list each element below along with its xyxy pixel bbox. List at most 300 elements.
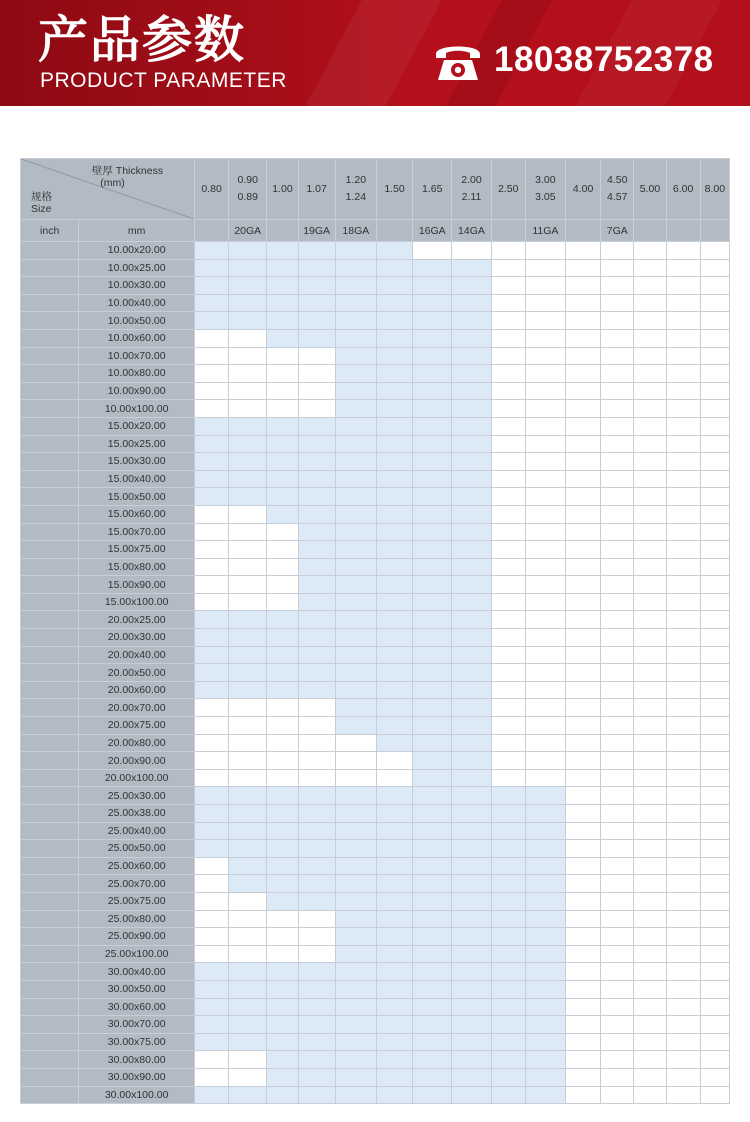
inch-cell <box>21 417 79 435</box>
available-cell <box>452 505 491 523</box>
unavailable-cell <box>700 1016 729 1034</box>
unavailable-cell <box>666 294 700 312</box>
phone-number[interactable]: 18038752378 <box>494 40 714 79</box>
unavailable-cell <box>634 277 666 295</box>
available-cell <box>413 857 452 875</box>
available-cell <box>413 822 452 840</box>
unavailable-cell <box>666 312 700 330</box>
unavailable-cell <box>194 505 228 523</box>
size-mm-cell: 10.00x40.00 <box>79 294 195 312</box>
unavailable-cell <box>634 875 666 893</box>
unavailable-cell <box>634 646 666 664</box>
unavailable-cell <box>566 1033 601 1051</box>
size-mm-cell: 20.00x70.00 <box>79 699 195 717</box>
unavailable-cell <box>666 242 700 260</box>
unavailable-cell <box>525 629 565 647</box>
unavailable-cell <box>194 1051 228 1069</box>
unavailable-cell <box>566 242 601 260</box>
unavailable-cell <box>666 805 700 823</box>
page-title-en: PRODUCT PARAMETER <box>40 69 287 92</box>
available-cell <box>229 242 267 260</box>
table-row <box>21 541 730 559</box>
unavailable-cell <box>229 1068 267 1086</box>
available-cell <box>376 558 412 576</box>
unavailable-cell <box>666 699 700 717</box>
unavailable-cell <box>194 558 228 576</box>
available-cell <box>335 699 376 717</box>
thickness-value: 1.07 <box>306 182 327 195</box>
unavailable-cell <box>566 998 601 1016</box>
available-cell <box>267 435 298 453</box>
available-cell <box>452 558 491 576</box>
available-cell <box>335 277 376 295</box>
unavailable-cell <box>267 365 298 383</box>
available-cell <box>452 329 491 347</box>
thickness-unit: (mm) <box>100 177 125 189</box>
unavailable-cell <box>601 875 634 893</box>
unavailable-cell <box>634 488 666 506</box>
available-cell <box>376 329 412 347</box>
table-row <box>21 629 730 647</box>
available-cell <box>452 259 491 277</box>
unavailable-cell <box>634 382 666 400</box>
available-cell <box>525 980 565 998</box>
unavailable-cell <box>666 734 700 752</box>
unavailable-cell <box>700 892 729 910</box>
table-row <box>21 681 730 699</box>
gauge-cell: 11GA <box>525 220 565 242</box>
thickness-col-header <box>267 159 298 220</box>
unavailable-cell <box>491 488 525 506</box>
available-cell <box>413 629 452 647</box>
unavailable-cell <box>700 435 729 453</box>
unavailable-cell <box>525 294 565 312</box>
available-cell <box>194 664 228 682</box>
unavailable-cell <box>566 1016 601 1034</box>
unavailable-cell <box>700 752 729 770</box>
unavailable-cell <box>525 277 565 295</box>
unavailable-cell <box>267 576 298 594</box>
available-cell <box>267 505 298 523</box>
available-cell <box>229 998 267 1016</box>
table-row <box>21 329 730 347</box>
available-cell <box>335 928 376 946</box>
unavailable-cell <box>601 857 634 875</box>
available-cell <box>452 892 491 910</box>
size-mm-cell: 20.00x75.00 <box>79 717 195 735</box>
available-cell <box>491 875 525 893</box>
unavailable-cell <box>194 576 228 594</box>
thickness-header-row <box>21 159 730 220</box>
size-mm-cell: 20.00x90.00 <box>79 752 195 770</box>
available-cell <box>413 1086 452 1104</box>
unavailable-cell <box>525 329 565 347</box>
unavailable-cell <box>194 717 228 735</box>
thickness-value: 2.00 <box>461 174 482 186</box>
available-cell <box>298 840 335 858</box>
unavailable-cell <box>700 840 729 858</box>
unavailable-cell <box>229 400 267 418</box>
thickness-col-header <box>666 159 700 220</box>
available-cell <box>335 505 376 523</box>
unavailable-cell <box>700 505 729 523</box>
table-row <box>21 576 730 594</box>
unavailable-cell <box>634 1033 666 1051</box>
size-mm-cell: 10.00x70.00 <box>79 347 195 365</box>
unavailable-cell <box>491 470 525 488</box>
size-mm-cell: 25.00x100.00 <box>79 945 195 963</box>
available-cell <box>335 365 376 383</box>
unavailable-cell <box>491 523 525 541</box>
available-cell <box>376 382 412 400</box>
available-cell <box>525 805 565 823</box>
unavailable-cell <box>229 329 267 347</box>
available-cell <box>525 787 565 805</box>
corner-header-cell <box>21 159 195 220</box>
gauge-cell <box>566 220 601 242</box>
available-cell <box>229 646 267 664</box>
available-cell <box>229 611 267 629</box>
available-cell <box>335 717 376 735</box>
available-cell <box>491 892 525 910</box>
thickness-col-header <box>229 159 267 220</box>
available-cell <box>335 558 376 576</box>
unavailable-cell <box>229 752 267 770</box>
thickness-col-header <box>634 159 666 220</box>
unavailable-cell <box>194 892 228 910</box>
size-mm-cell: 15.00x30.00 <box>79 453 195 471</box>
available-cell <box>229 664 267 682</box>
gauge-cell: 18GA <box>335 220 376 242</box>
size-mm-cell: 20.00x25.00 <box>79 611 195 629</box>
unavailable-cell <box>601 980 634 998</box>
table-row <box>21 892 730 910</box>
available-cell <box>452 769 491 787</box>
unavailable-cell <box>525 347 565 365</box>
unavailable-cell <box>491 717 525 735</box>
unavailable-cell <box>566 1086 601 1104</box>
available-cell <box>525 1051 565 1069</box>
available-cell <box>452 857 491 875</box>
table-row <box>21 998 730 1016</box>
unavailable-cell <box>700 259 729 277</box>
unavailable-cell <box>601 681 634 699</box>
gauge-cell: 19GA <box>298 220 335 242</box>
unavailable-cell <box>634 629 666 647</box>
table-row <box>21 593 730 611</box>
available-cell <box>335 822 376 840</box>
unavailable-cell <box>413 242 452 260</box>
size-mm-cell: 25.00x90.00 <box>79 928 195 946</box>
available-cell <box>491 1068 525 1086</box>
available-cell <box>335 805 376 823</box>
unavailable-cell <box>634 681 666 699</box>
available-cell <box>413 259 452 277</box>
table-row <box>21 1033 730 1051</box>
unavailable-cell <box>194 382 228 400</box>
available-cell <box>194 840 228 858</box>
unavailable-cell <box>566 963 601 981</box>
size-mm-cell: 15.00x80.00 <box>79 558 195 576</box>
unavailable-cell <box>491 294 525 312</box>
available-cell <box>376 699 412 717</box>
inch-cell <box>21 1033 79 1051</box>
available-cell <box>267 822 298 840</box>
unavailable-cell <box>601 470 634 488</box>
unavailable-cell <box>566 453 601 471</box>
size-mm-cell: 15.00x40.00 <box>79 470 195 488</box>
table-row <box>21 1086 730 1104</box>
available-cell <box>335 329 376 347</box>
available-cell <box>335 1086 376 1104</box>
available-cell <box>335 910 376 928</box>
available-cell <box>267 963 298 981</box>
inch-cell <box>21 1068 79 1086</box>
available-cell <box>491 1086 525 1104</box>
inch-cell <box>21 699 79 717</box>
size-mm-cell: 25.00x38.00 <box>79 805 195 823</box>
inch-cell <box>21 945 79 963</box>
unavailable-cell <box>634 312 666 330</box>
available-cell <box>298 892 335 910</box>
available-cell <box>194 242 228 260</box>
parameter-table-wrapper <box>20 158 730 1104</box>
unavailable-cell <box>634 417 666 435</box>
inch-cell <box>21 892 79 910</box>
available-cell <box>413 892 452 910</box>
unavailable-cell <box>700 787 729 805</box>
available-cell <box>525 1033 565 1051</box>
available-cell <box>491 980 525 998</box>
unavailable-cell <box>194 523 228 541</box>
unavailable-cell <box>566 699 601 717</box>
inch-cell <box>21 664 79 682</box>
available-cell <box>376 400 412 418</box>
available-cell <box>194 805 228 823</box>
available-cell <box>376 347 412 365</box>
unavailable-cell <box>525 400 565 418</box>
gauge-cell: 14GA <box>452 220 491 242</box>
table-row <box>21 646 730 664</box>
size-mm-cell: 25.00x30.00 <box>79 787 195 805</box>
table-row <box>21 875 730 893</box>
unavailable-cell <box>491 541 525 559</box>
table-row <box>21 505 730 523</box>
available-cell <box>194 294 228 312</box>
gauge-cell <box>666 220 700 242</box>
available-cell <box>298 277 335 295</box>
unavailable-cell <box>491 347 525 365</box>
available-cell <box>298 329 335 347</box>
unavailable-cell <box>491 382 525 400</box>
inch-cell <box>21 646 79 664</box>
available-cell <box>413 347 452 365</box>
table-row <box>21 857 730 875</box>
header-banner <box>0 0 750 106</box>
size-mm-cell: 30.00x75.00 <box>79 1033 195 1051</box>
unavailable-cell <box>267 945 298 963</box>
gauge-header-row <box>21 220 730 242</box>
inch-cell <box>21 558 79 576</box>
unavailable-cell <box>601 717 634 735</box>
table-row <box>21 277 730 295</box>
size-mm-cell: 10.00x25.00 <box>79 259 195 277</box>
unavailable-cell <box>634 857 666 875</box>
available-cell <box>452 400 491 418</box>
available-cell <box>298 1051 335 1069</box>
available-cell <box>335 840 376 858</box>
unavailable-cell <box>194 928 228 946</box>
available-cell <box>525 822 565 840</box>
available-cell <box>376 312 412 330</box>
size-mm-cell: 20.00x50.00 <box>79 664 195 682</box>
available-cell <box>452 470 491 488</box>
size-mm-cell: 25.00x70.00 <box>79 875 195 893</box>
inch-cell <box>21 1051 79 1069</box>
unavailable-cell <box>566 769 601 787</box>
thickness-col-header <box>566 159 601 220</box>
available-cell <box>267 787 298 805</box>
unavailable-cell <box>634 365 666 383</box>
available-cell <box>229 1033 267 1051</box>
inch-cell <box>21 1086 79 1104</box>
inch-cell <box>21 805 79 823</box>
unavailable-cell <box>634 998 666 1016</box>
available-cell <box>298 435 335 453</box>
available-cell <box>376 593 412 611</box>
available-cell <box>491 928 525 946</box>
unavailable-cell <box>525 382 565 400</box>
unavailable-cell <box>229 699 267 717</box>
unavailable-cell <box>634 1068 666 1086</box>
unavailable-cell <box>298 752 335 770</box>
unavailable-cell <box>525 717 565 735</box>
available-cell <box>452 523 491 541</box>
available-cell <box>194 488 228 506</box>
unavailable-cell <box>525 417 565 435</box>
available-cell <box>452 1033 491 1051</box>
available-cell <box>491 787 525 805</box>
available-cell <box>413 945 452 963</box>
thickness-col-header <box>700 159 729 220</box>
inch-cell <box>21 576 79 594</box>
unavailable-cell <box>666 259 700 277</box>
available-cell <box>413 312 452 330</box>
unavailable-cell <box>601 347 634 365</box>
available-cell <box>413 717 452 735</box>
inch-cell <box>21 365 79 383</box>
available-cell <box>376 840 412 858</box>
unavailable-cell <box>700 523 729 541</box>
inch-cell <box>21 435 79 453</box>
thickness-alt-value: 3.05 <box>535 191 556 203</box>
unavailable-cell <box>267 910 298 928</box>
available-cell <box>452 998 491 1016</box>
table-row <box>21 523 730 541</box>
unavailable-cell <box>566 734 601 752</box>
size-mm-cell: 20.00x40.00 <box>79 646 195 664</box>
available-cell <box>194 787 228 805</box>
unavailable-cell <box>525 576 565 594</box>
thickness-col-header <box>376 159 412 220</box>
size-mm-cell: 10.00x50.00 <box>79 312 195 330</box>
available-cell <box>194 435 228 453</box>
available-cell <box>267 857 298 875</box>
unavailable-cell <box>491 365 525 383</box>
unavailable-cell <box>601 840 634 858</box>
available-cell <box>376 945 412 963</box>
available-cell <box>413 294 452 312</box>
available-cell <box>452 382 491 400</box>
unavailable-cell <box>666 277 700 295</box>
available-cell <box>298 1068 335 1086</box>
telephone-icon <box>432 38 484 84</box>
unavailable-cell <box>491 558 525 576</box>
unavailable-cell <box>666 892 700 910</box>
unavailable-cell <box>666 629 700 647</box>
unavailable-cell <box>700 769 729 787</box>
thickness-label-text: 壁厚 Thickness <box>91 165 164 177</box>
available-cell <box>335 435 376 453</box>
size-mm-cell: 20.00x100.00 <box>79 769 195 787</box>
unavailable-cell <box>601 629 634 647</box>
thickness-alt-value: 0.89 <box>237 191 258 203</box>
unavailable-cell <box>566 717 601 735</box>
available-cell <box>491 1033 525 1051</box>
size-mm-cell: 15.00x90.00 <box>79 576 195 594</box>
unavailable-cell <box>700 541 729 559</box>
available-cell <box>298 1086 335 1104</box>
unavailable-cell <box>267 541 298 559</box>
unavailable-cell <box>525 646 565 664</box>
unavailable-cell <box>666 945 700 963</box>
available-cell <box>267 259 298 277</box>
unavailable-cell <box>666 382 700 400</box>
unavailable-cell <box>634 752 666 770</box>
available-cell <box>267 892 298 910</box>
table-row <box>21 769 730 787</box>
unavailable-cell <box>566 857 601 875</box>
size-mm-cell: 25.00x80.00 <box>79 910 195 928</box>
unavailable-cell <box>267 558 298 576</box>
available-cell <box>298 857 335 875</box>
unavailable-cell <box>566 382 601 400</box>
unavailable-cell <box>525 558 565 576</box>
unavailable-cell <box>376 769 412 787</box>
available-cell <box>413 998 452 1016</box>
unavailable-cell <box>700 1051 729 1069</box>
available-cell <box>413 541 452 559</box>
unavailable-cell <box>566 329 601 347</box>
available-cell <box>413 910 452 928</box>
available-cell <box>229 488 267 506</box>
size-mm-cell: 20.00x80.00 <box>79 734 195 752</box>
available-cell <box>376 664 412 682</box>
available-cell <box>194 470 228 488</box>
unavailable-cell <box>634 242 666 260</box>
inch-cell <box>21 857 79 875</box>
available-cell <box>267 453 298 471</box>
unavailable-cell <box>666 646 700 664</box>
unavailable-cell <box>229 558 267 576</box>
unavailable-cell <box>601 822 634 840</box>
available-cell <box>452 752 491 770</box>
available-cell <box>413 593 452 611</box>
available-cell <box>525 857 565 875</box>
table-row <box>21 717 730 735</box>
available-cell <box>452 963 491 981</box>
unavailable-cell <box>267 928 298 946</box>
